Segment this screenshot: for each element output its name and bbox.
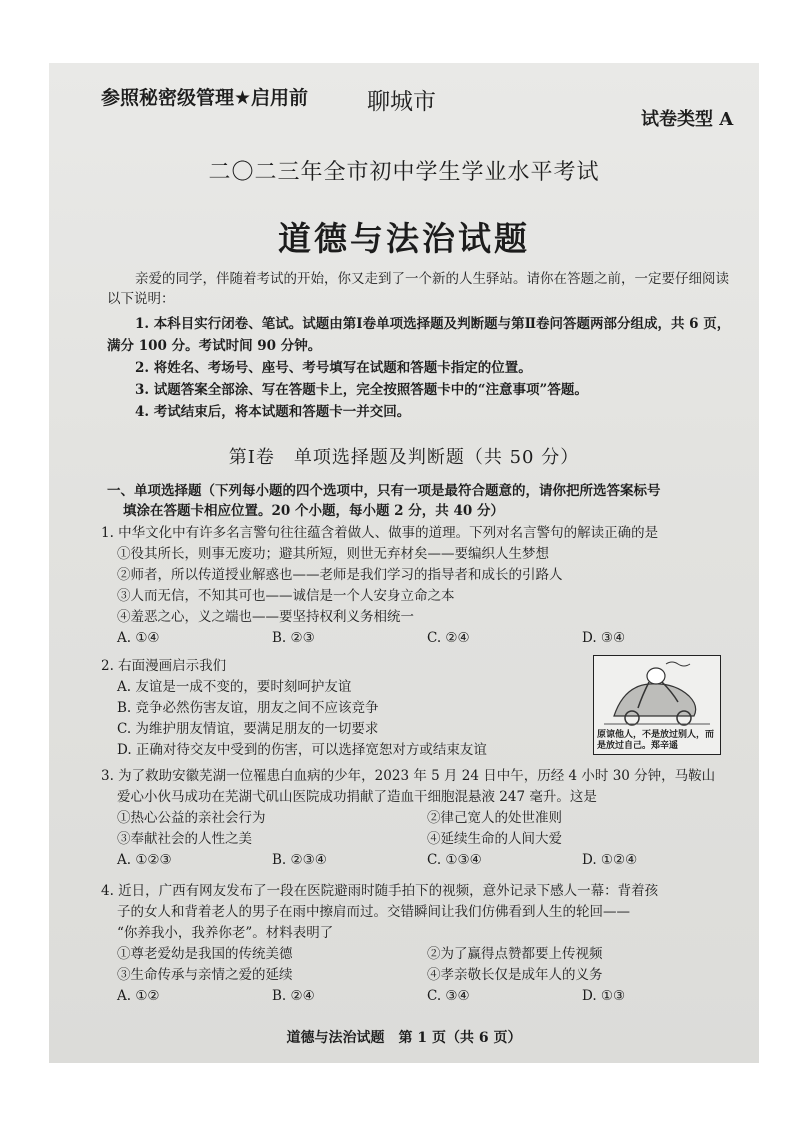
question-3 — [101, 766, 751, 871]
option-c: C. ③④ — [427, 988, 470, 1004]
statement: ①热心公益的亲社会行为 — [117, 810, 266, 826]
option-a: A. ①②③ — [117, 852, 172, 868]
option-d: D. ③④ — [582, 630, 626, 646]
question-stem: 4. 近日，广西有网友发布了一段在医院避雨时随手拍下的视频，意外记录下感人一幕：背着孩 — [101, 883, 659, 899]
instruction-item: 1. 本科目实行闭卷、笔试。试题由第Ⅰ卷单项选择题及判断题与第Ⅱ卷问答题两部分组成，共 6 页，满分 100 分。考试时间 90 分钟。 — [107, 316, 731, 354]
option-b: B. ②④ — [272, 988, 315, 1004]
statement-row — [101, 829, 751, 850]
statement: ②师者，所以传道授业解惑也——老师是我们学习的指导者和成长的引路人 — [117, 567, 563, 583]
section-heading-line: 填涂在答题卡相应位置。20 个小题，每小题 2 分，共 40 分） — [123, 503, 504, 519]
instruction-item: 2. 将姓名、考场号、座号、考号填写在试题和答题卡指定的位置。 — [135, 360, 532, 376]
option-c: C. ②④ — [427, 630, 470, 646]
instructions-list — [107, 313, 737, 423]
option-b: B. ②③④ — [272, 852, 327, 868]
page-footer: 道德与法治试题 第 1 页（共 6 页） — [286, 1030, 522, 1046]
option-b: B. 竞争必然伤害友谊，朋友之间不应该竞争 — [117, 700, 379, 716]
statement: ①役其所长，则事无废功；避其所短，则世无弃材矣——要编织人生梦想 — [117, 546, 549, 562]
option-a: A. ①② — [117, 988, 160, 1004]
option-c: C. 为维护朋友情谊，要满足朋友的一切要求 — [117, 721, 379, 737]
statement: ③人而无信，不知其可也——诚信是一个人安身立命之本 — [117, 588, 455, 604]
option-d: D. ①③ — [582, 988, 626, 1004]
cartoon-person-cart-icon — [594, 656, 720, 728]
answer-options — [101, 628, 751, 649]
question-stem: 2. 右面漫画启示我们 — [101, 658, 227, 674]
main-title: 道德与法治试题 — [278, 219, 530, 258]
intro-paragraph: 亲爱的同学，伴随着考试的开始，你又走到了一个新的人生驿站。请你在答题之前，一定要仔细阅读以下说明： — [107, 271, 729, 307]
part-one-title: 第Ⅰ卷 单项选择题及判断题（共 50 分） — [228, 447, 580, 468]
option-a: A. 友谊是一成不变的，要时刻呵护友谊 — [117, 679, 352, 695]
statement: ④羞恶之心，义之端也——要坚持权利义务相统一 — [117, 609, 414, 625]
answer-options — [101, 986, 751, 1007]
statement: ②律己宽人的处世准则 — [427, 810, 562, 826]
question-stem-cont: “你养我小，我养你老”。材料表明了 — [117, 925, 334, 941]
secrecy-label: 参照秘密级管理★启用前 — [101, 87, 309, 109]
statement-row — [101, 944, 751, 965]
city-label: 聊城市 — [367, 89, 436, 115]
question-stem: 3. 为了救助安徽芜湖一位罹患白血病的少年，2023 年 5 月 24 日中午，历经 4 小时 30 分钟，马鞍山 — [101, 768, 716, 784]
section-one-heading — [107, 481, 747, 521]
question-stem: 1. 中华文化中有许多名言警句往往蕴含着做人、做事的道理。下列对名言警句的解读正确的是 — [101, 525, 659, 541]
option-a: A. ①④ — [117, 630, 160, 646]
exam-paper-sheet — [49, 63, 759, 1063]
option-d: D. 正确对待交友中受到的伤害，可以选择宽恕对方或结束友谊 — [117, 742, 487, 758]
cartoon-caption: 原谅他人，不是放过别人，而是放过自己。郑辛遥 — [597, 730, 715, 751]
statement: ①尊老爱幼是我国的传统美德 — [117, 946, 293, 962]
option-c: C. ①③④ — [427, 852, 482, 868]
statement: ③生命传承与亲情之爱的延续 — [117, 967, 293, 983]
question-stem-cont: 子的女人和背着老人的男子在雨中擦肩而过。交错瞬间让我们仿佛看到人生的轮回—— — [117, 904, 630, 920]
instruction-item: 4. 考试结束后，将本试题和答题卡一并交回。 — [135, 404, 411, 420]
statement-row — [101, 808, 751, 829]
option-b: B. ②③ — [272, 630, 315, 646]
exam-title: 二〇二三年全市初中学生学业水平考试 — [208, 160, 600, 185]
question-1 — [101, 523, 751, 649]
statement: ④孝亲敬长仅是成年人的义务 — [427, 967, 603, 983]
instruction-item: 3. 试题答案全部涂、写在答题卡上，完全按照答题卡中的“注意事项”答题。 — [135, 382, 588, 398]
statement: ④延续生命的人间大爱 — [427, 831, 562, 847]
statement-row — [101, 965, 751, 986]
paper-type-label: 试卷类型 A — [641, 109, 734, 130]
question-2 — [101, 656, 581, 761]
section-heading-line: 一、单项选择题（下列每小题的四个选项中，只有一项是最符合题意的，请你把所选答案标号 — [107, 483, 661, 499]
answer-options — [101, 850, 751, 871]
question-4 — [101, 881, 751, 1007]
statement: ③奉献社会的人性之美 — [117, 831, 252, 847]
statement: ②为了赢得点赞都要上传视频 — [427, 946, 603, 962]
question-stem-cont: 爱心小伙马成功在芜湖弋矶山医院成功捐献了造血干细胞混悬液 247 毫升。这是 — [117, 789, 597, 805]
option-d: D. ①②④ — [582, 852, 638, 868]
cartoon-image — [593, 655, 721, 755]
